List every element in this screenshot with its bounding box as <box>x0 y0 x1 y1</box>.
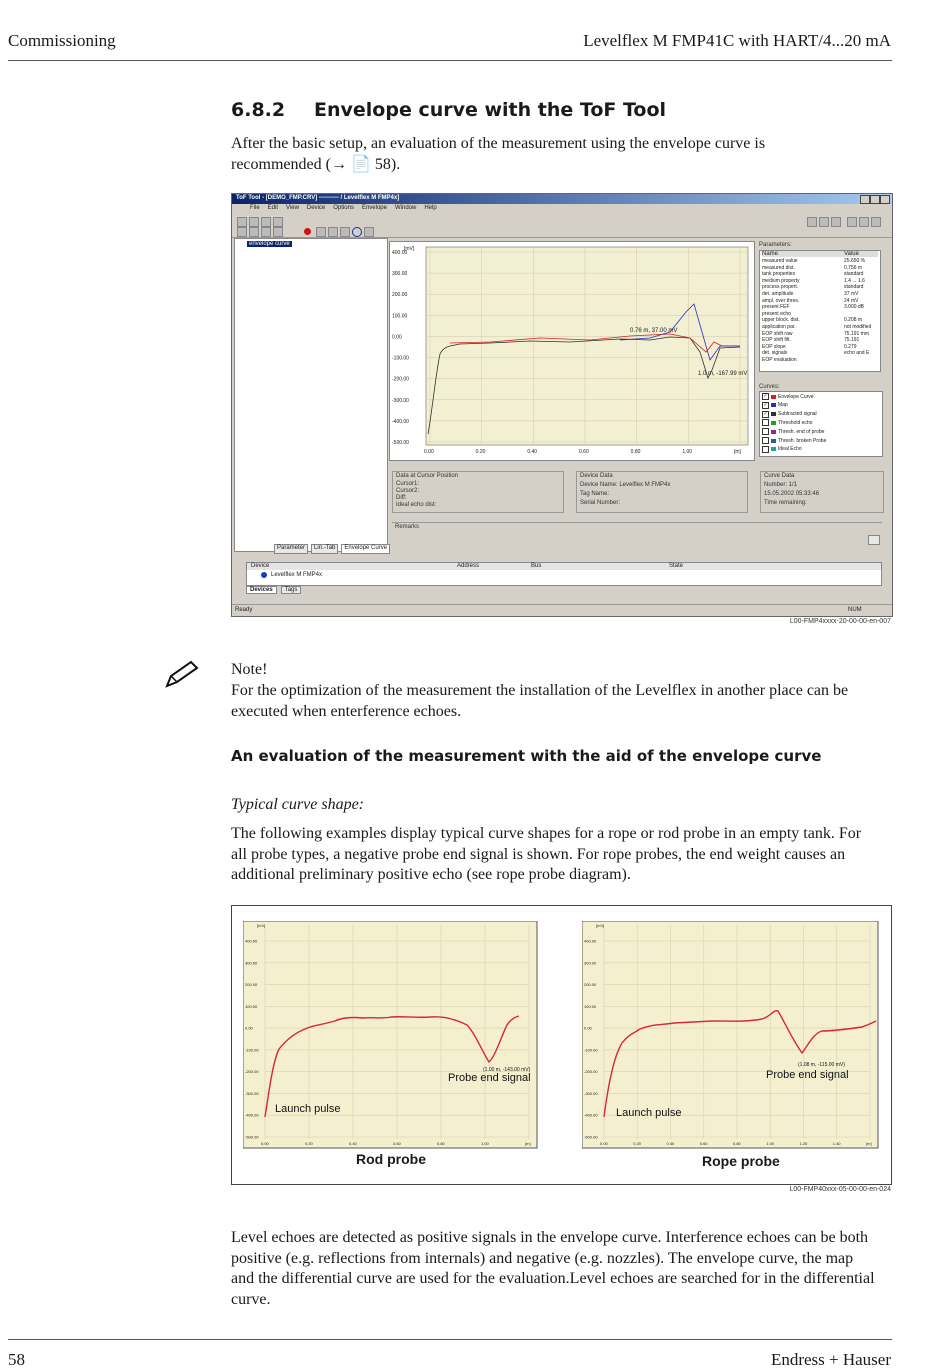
curves-list <box>759 391 883 457</box>
curve-row[interactable] <box>762 393 814 400</box>
next-icon[interactable] <box>261 227 271 237</box>
para3-line-1: Level echoes are detected as positive signals in the envelope curve. Interference echoes can be both <box>231 1229 869 1246</box>
bottom-tab-strip <box>246 586 301 594</box>
device-list <box>246 562 882 586</box>
menu-options[interactable]: Options <box>333 205 354 211</box>
x-tick-label: 0.80 <box>733 1141 741 1146</box>
ideal-echo-label: Ideal echo dist: <box>396 502 437 508</box>
parameter-name: process propert. <box>762 284 799 291</box>
curve-checkbox[interactable] <box>762 437 769 444</box>
typical-curve-label: Typical curve shape: <box>231 796 364 813</box>
curve-checkbox[interactable]: ✓ <box>763 401 768 408</box>
rod-launch-label: Launch pulse <box>275 1103 341 1115</box>
y-tick-label: -200.00 <box>584 1069 598 1075</box>
x-tick-label: 0.20 <box>305 1141 313 1146</box>
y-tick-label: 400.00 <box>392 250 408 256</box>
note-line-2: executed when enterference echoes. <box>231 703 462 720</box>
parameter-row[interactable] <box>762 298 878 304</box>
cursor2-label: Cursor2: <box>396 488 420 494</box>
device-data-title: Device Data <box>580 473 613 479</box>
device-name-row: Device Name: Levelflex M FMP4x <box>580 482 671 488</box>
para3-line-2: positive (e.g. reflections from internals) and negative (e.g. nozzles). The envelope curve, the map <box>231 1250 854 1267</box>
settings-icon[interactable] <box>859 217 869 227</box>
x-tick-label: 1.00 <box>766 1141 775 1146</box>
parameter-row[interactable] <box>762 265 878 271</box>
serial-number-row: Serial Number: <box>580 500 621 506</box>
rod-probe-caption: Rod probe <box>356 1151 426 1167</box>
footer-rule <box>8 1339 892 1340</box>
menu-view[interactable]: View <box>286 205 299 211</box>
tree-item-envelope-curve[interactable]: envelope curve <box>249 241 290 247</box>
parameter-value: 0.279 <box>844 343 857 350</box>
curve-checkbox[interactable] <box>762 419 769 426</box>
grid-icon[interactable] <box>364 227 374 237</box>
parameter-name: medium property <box>762 277 800 284</box>
envelope-plot-panel <box>389 241 755 461</box>
note-label: Note! <box>231 661 268 678</box>
parameter-row[interactable] <box>762 350 878 356</box>
parameter-name: EOP shift raw <box>762 330 793 337</box>
tab-parameter[interactable]: Parameter <box>274 544 308 554</box>
y-tick-label: 300.00 <box>245 960 258 966</box>
y-tick-label: -400.00 <box>245 1112 259 1118</box>
x-tick-label: 0.00 <box>424 449 434 455</box>
parameter-row[interactable] <box>762 311 878 317</box>
example-curves-figure <box>231 905 892 1185</box>
diff-label: Diff: <box>396 495 407 501</box>
y-axis-unit: [mV] <box>596 923 605 928</box>
envelope-plot <box>390 242 754 460</box>
parameter-value: 75.191 <box>844 337 860 344</box>
curve-color-swatch <box>771 403 776 407</box>
param-col-name: Name <box>762 251 779 257</box>
y-tick-label: 0.00 <box>392 334 402 341</box>
menu-device[interactable]: Device <box>306 205 326 211</box>
parameter-row[interactable] <box>762 331 878 337</box>
y-tick-label: 200.00 <box>392 292 408 299</box>
cursor-icon[interactable] <box>340 227 350 237</box>
rod-probe-chart <box>243 921 539 1151</box>
x-tick-label: [m] <box>734 449 741 455</box>
curve-color-swatch <box>771 421 776 425</box>
x-tick-label: 0.40 <box>349 1141 357 1146</box>
parameter-name: present FEF <box>762 304 790 311</box>
x-tick-label: 0.40 <box>666 1141 675 1146</box>
stop-icon[interactable] <box>316 227 326 237</box>
parameter-value: 75.191 mm <box>844 330 870 337</box>
curve-label: Thresh. broken Probe <box>778 437 827 444</box>
parameter-row[interactable] <box>762 324 878 330</box>
x-tick-label: 1.00 <box>682 449 693 455</box>
curve-checkbox[interactable] <box>762 428 769 435</box>
y-tick-label: 100.00 <box>584 1003 597 1009</box>
parameter-name: application par. <box>762 324 796 330</box>
curve-color-swatch <box>771 395 776 399</box>
window-minimize-icon[interactable] <box>860 195 870 204</box>
parameter-name: EOP evaluation <box>762 357 797 363</box>
x-tick-label: [m] <box>866 1141 872 1146</box>
curve-row[interactable] <box>762 437 826 444</box>
x-tick-label: 1.00 <box>481 1141 489 1146</box>
parameters-table <box>759 250 881 372</box>
curve-row[interactable] <box>762 428 824 435</box>
menu-bar <box>232 205 893 214</box>
x-tick-label: [m] <box>525 1141 531 1146</box>
running-header-section: Commissioning <box>8 31 116 50</box>
x-tick-label: 0.00 <box>261 1141 269 1146</box>
menu-edit[interactable]: Edit <box>267 205 279 211</box>
device-data-panel <box>576 471 748 513</box>
x-tick-label: 0.60 <box>393 1141 401 1146</box>
y-tick-label: -300.00 <box>392 397 409 404</box>
y-tick-label: -400.00 <box>392 418 409 425</box>
y-tick-label: -200.00 <box>392 376 409 383</box>
rod-annotation: (1.00 m, -143.00 mV) <box>483 1067 531 1073</box>
para2-line-1: The following examples display typical curve shapes for a rope or rod probe in an empty tank. For <box>231 825 862 842</box>
tab-lin-tab[interactable]: Lin.-Tab <box>311 544 338 554</box>
col-state: State <box>669 563 684 569</box>
y-tick-label: -300.00 <box>584 1090 598 1096</box>
parameters-header <box>762 251 878 257</box>
tag-name-row: Tag Name: <box>580 491 610 497</box>
param-col-value: Value <box>844 251 859 257</box>
header-rule <box>8 60 892 61</box>
menu-window[interactable]: Window <box>394 205 417 211</box>
intro-line-2: recommended (→ 📄 58). <box>231 156 401 173</box>
parameter-row[interactable] <box>762 271 878 277</box>
para2-line-3: additional preliminary positive echo (see rope probe diagram). <box>231 866 631 883</box>
parameter-value: 24 mV <box>844 297 859 304</box>
rope-probe-caption: Rope probe <box>702 1153 780 1169</box>
cursor-data-title: Data at Cursor Position <box>396 473 459 479</box>
curve-label: Subtracted signal <box>778 411 817 418</box>
curve-number-row: Number: 1/1 <box>764 482 798 488</box>
subheading: An evaluation of the measurement with the aid of the envelope curve <box>231 747 822 765</box>
figure-2-id: L00-FMP40xxx-05-00-00-en-024 <box>789 1186 891 1193</box>
curve-timestamp-row: 15.05.2002 05:33:46 <box>764 491 820 497</box>
curves-title: Curves: <box>759 384 780 390</box>
y-tick-label: 0.00 <box>584 1025 592 1031</box>
last-icon[interactable] <box>273 227 283 237</box>
y-tick-label: -500.00 <box>392 440 409 446</box>
x-tick-label: 1.20 <box>799 1141 808 1146</box>
x-tick-label: 1.40 <box>832 1141 841 1146</box>
window-titlebar <box>232 194 892 204</box>
remarks-button[interactable] <box>868 535 880 545</box>
tab-envelope-curve[interactable]: Envelope Curve <box>341 544 390 554</box>
annotation-probe-end: 1.0 m, -167.99 mV <box>698 371 748 377</box>
layout1-icon[interactable] <box>807 217 817 227</box>
window-maximize-icon[interactable] <box>870 195 880 204</box>
parameter-row[interactable] <box>762 304 878 310</box>
y-axis-unit: [mV] <box>257 923 266 928</box>
section-title: Envelope curve with the ToF Tool <box>314 99 667 121</box>
footer-brand: Endress + Hauser <box>770 1350 891 1369</box>
rope-annotation: (1.08 m, -115.00 mV) <box>798 1062 845 1068</box>
curve-row[interactable] <box>762 419 812 426</box>
curve-checkbox[interactable] <box>762 446 769 453</box>
parameter-value: standard <box>844 271 864 278</box>
curve-data-title: Curve Data <box>764 473 795 479</box>
parameter-row[interactable] <box>762 291 878 297</box>
parameter-row[interactable] <box>762 344 878 350</box>
col-device: Device <box>251 563 270 569</box>
device-item[interactable]: Levelflex M FMP4x <box>271 572 323 578</box>
parameter-value: standard <box>844 284 864 291</box>
save-icon[interactable] <box>261 217 271 227</box>
parameter-name: upper block. dist. <box>762 317 800 324</box>
layout2-icon[interactable] <box>819 217 829 227</box>
parameters-panel <box>757 242 885 382</box>
rod-probe-end-label: Probe end signal <box>448 1072 531 1084</box>
curve-label: Thresh. end of probe <box>778 428 825 435</box>
y-tick-label: 400.00 <box>584 938 597 944</box>
window-close-icon[interactable] <box>880 195 890 204</box>
rope-probe-chart <box>582 921 880 1151</box>
cursor1-label: Cursor1: <box>396 481 420 487</box>
menu-file[interactable]: File <box>250 205 260 211</box>
parameter-value: 37 mV <box>844 291 859 297</box>
y-tick-label: 100.00 <box>245 1003 258 1009</box>
y-tick-label: 100.00 <box>392 313 408 320</box>
section-number: 6.8.2 <box>231 99 286 121</box>
remarks-label: Remarks <box>395 524 420 530</box>
window-title: ToF Tool - [DEMO_FMP.CRV] ---------- / Levelflex M FMP4x] <box>236 195 400 201</box>
x-tick-label: 0.80 <box>630 449 641 455</box>
running-header-product: Levelflex M FMP41C with HART/4...20 mA <box>583 31 891 50</box>
curve-checkbox[interactable]: ✓ <box>763 410 768 417</box>
y-tick-label: -100.00 <box>584 1047 598 1053</box>
print-icon[interactable] <box>273 217 283 227</box>
pencil-note-icon <box>163 660 201 690</box>
curve-checkbox[interactable]: ✓ <box>763 393 768 399</box>
intro-line-1: After the basic setup, an evaluation of the measurement using the envelope curve is <box>231 135 766 152</box>
curve-color-swatch <box>771 439 776 443</box>
parameters-title: Parameters: <box>759 242 792 248</box>
parameter-name: det. amplitude <box>762 291 794 297</box>
parameter-row[interactable] <box>762 258 878 264</box>
page-number: 58 <box>8 1350 25 1369</box>
open-icon[interactable] <box>249 217 259 227</box>
cursor-data-panel <box>392 471 564 513</box>
parameter-row[interactable] <box>762 317 878 323</box>
help-icon[interactable] <box>871 217 881 227</box>
x-tick-label: 0.80 <box>437 1141 445 1146</box>
y-tick-label: 200.00 <box>245 982 258 988</box>
remarks-panel <box>392 522 882 549</box>
parameter-row[interactable] <box>762 357 878 363</box>
clock-icon[interactable] <box>352 227 362 237</box>
status-ready: Ready <box>235 607 253 613</box>
y-tick-label: 300.00 <box>584 960 597 966</box>
new-icon[interactable] <box>237 217 247 227</box>
figure-1-id: L00-FMP4xxxx-20-00-00-en-007 <box>789 618 891 625</box>
curve-label: Map <box>778 402 788 409</box>
note-line-1: For the optimization of the measurement the installation of the Levelflex in another place can be <box>231 682 849 699</box>
x-tick-label: 0.60 <box>579 449 589 455</box>
y-tick-label: -100.00 <box>245 1047 259 1053</box>
rope-probe-end-label: Probe end signal <box>766 1069 849 1081</box>
col-bus: Bus <box>531 563 542 569</box>
menu-help[interactable]: Help <box>424 205 437 211</box>
tab-devices[interactable]: Devices <box>246 586 277 594</box>
curve-row[interactable] <box>762 402 788 409</box>
curve-color-swatch <box>771 412 776 416</box>
status-bar <box>232 604 892 616</box>
parameter-value: 1.4 ... 1.6 <box>844 277 865 284</box>
curve-color-swatch <box>771 430 776 434</box>
parameter-name: EOP shift filt. <box>762 337 791 344</box>
record-icon[interactable] <box>304 228 311 235</box>
parameter-value: 25.650 % <box>844 258 866 264</box>
x-tick-label: 0.20 <box>475 449 486 455</box>
parameter-value: 0.756 m <box>844 264 863 271</box>
y-tick-label: 300.00 <box>392 271 408 278</box>
menu-envelope[interactable]: Envelope <box>361 205 387 211</box>
curve-label: Envelope Curve <box>778 393 814 400</box>
parameter-row[interactable] <box>762 278 878 284</box>
curve-color-swatch <box>771 447 776 451</box>
x-tick-label: 0.60 <box>699 1141 708 1146</box>
parameter-value: 0.208 m <box>844 317 863 324</box>
curve-label: Threshold echo <box>778 419 813 426</box>
first-icon[interactable] <box>237 227 247 237</box>
layout3-icon[interactable] <box>831 217 841 227</box>
parameter-value: not modified <box>844 324 872 330</box>
y-tick-label: -100.00 <box>392 355 409 362</box>
y-tick-label: 0.00 <box>245 1025 253 1031</box>
y-tick-label: -400.00 <box>584 1112 598 1118</box>
tab-tags[interactable]: Tags <box>281 586 302 594</box>
curve-row[interactable] <box>762 446 802 453</box>
parameter-name: measured dist. <box>762 264 795 271</box>
y-tick-label: -200.00 <box>245 1069 259 1075</box>
binoculars-icon[interactable] <box>847 217 857 227</box>
y-tick-label: -500.00 <box>584 1134 598 1140</box>
para3-line-3: and the differential curve are used for the evaluation.Level echoes are searched for in the differential <box>231 1270 875 1287</box>
col-address: Address <box>457 563 480 569</box>
annotation-level-echo: 0.76 m, 37.00 mV <box>630 328 678 334</box>
x-tick-label: 0.20 <box>633 1141 642 1146</box>
parameter-name: present echo <box>762 310 791 317</box>
parameter-name: ampl. over thres. <box>762 297 800 304</box>
parameter-name: measured value <box>762 258 798 264</box>
parameter-value: echo and E <box>844 350 870 357</box>
para2-line-2: all probe types, a negative probe end signal is shown. For rope probes, the end weight causes an <box>231 846 846 863</box>
y-tick-label: -500.00 <box>245 1134 259 1140</box>
time-remaining-row: Time remaining: <box>764 500 807 506</box>
x-tick-label: 0.00 <box>600 1141 608 1146</box>
device-icon <box>261 572 267 578</box>
toolbar <box>232 215 892 238</box>
parameter-value: 3.000 dB <box>844 304 865 311</box>
para3-line-4: curve. <box>231 1291 271 1308</box>
y-axis-unit: [mV] <box>404 246 415 252</box>
curves-panel <box>757 384 887 459</box>
navigation-tree <box>234 238 388 552</box>
y-tick-label: -300.00 <box>245 1090 259 1096</box>
status-num: NUM <box>848 607 862 613</box>
y-tick-label: 200.00 <box>584 982 597 988</box>
x-tick-label: 0.40 <box>527 449 538 455</box>
parameter-name: tank properties <box>762 271 796 278</box>
prev-icon[interactable] <box>249 227 259 237</box>
parameter-name: EOP slope <box>762 343 786 350</box>
curve-label: Ideal Echo <box>778 446 802 453</box>
zoom-icon[interactable] <box>328 227 338 237</box>
parameter-row[interactable] <box>762 284 878 290</box>
rope-launch-label: Launch pulse <box>616 1107 682 1119</box>
curve-data-panel <box>760 471 884 513</box>
parameter-row[interactable] <box>762 337 878 343</box>
device-list-header <box>247 563 881 570</box>
tof-tool-screenshot <box>231 193 893 617</box>
y-tick-label: 400.00 <box>245 938 258 944</box>
parameter-name: det. signals <box>762 350 788 357</box>
curve-row[interactable] <box>762 411 817 418</box>
